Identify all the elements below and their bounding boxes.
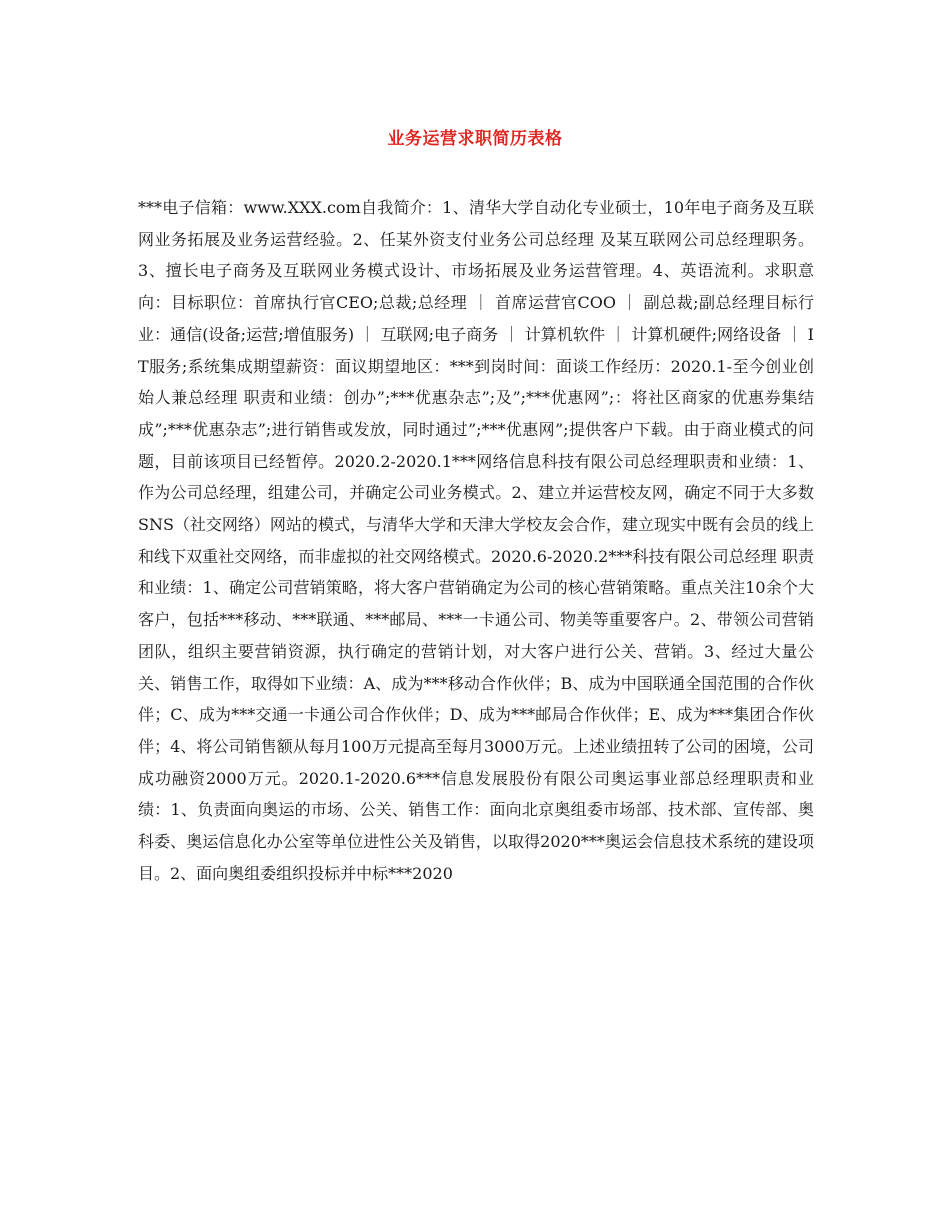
- resume-body-text: ***电子信箱：www.XXX.com自我简介：1、清华大学自动化专业硕士，10年电子商务及互联网业务拓展及业务运营经验。2、任某外资支付业务公司总经理 及某互联网公司总经理职务。3、擅长电子商务及互联网业务模式设计、市场拓展及业务运营管理。4、英语流利。求职意向：目标职位：首席执行官CEO;总裁;总经理 ｜ 首席运营官COO ｜ 副总裁;副总经理目标行业：通信(设备;运营;增值服务) ｜ 互联网;电子商务 ｜ 计算机软件 ｜ 计算机硬件;网络设备 ｜ IT服务;系统集成期望薪资：面议期望地区：***到岗时间：面谈工作经历：2020.1-至今创业创始人兼总经理 职责和业绩：创办”;***优惠杂志”;及”;***优惠网”;：将社区商家的优惠券集结成”;***优惠杂志”;进行销售或发放，同时通过”;***优惠网”;提供客户下载。由于商业模式的问题，目前该项目已经暂停。2020.2-2020.1***网络信息科技有限公司总经理职责和业绩：1、作为公司总经理，组建公司，并确定公司业务模式。2、建立并运营校友网，确定不同于大多数SNS（社交网络）网站的模式，与清华大学和天津大学校友会合作，建立现实中既有会员的线上和线下双重社交网络，而非虚拟的社交网络模式。2020.6-2020.2***科技有限公司总经理 职责和业绩：1、确定公司营销策略，将大客户营销确定为公司的核心营销策略。重点关注10余个大客户，包括***移动、***联通、***邮局、***一卡通公司、物美等重要客户。2、带领公司营销团队，组织主要营销资源，执行确定的营销计划，对大客户进行公关、营销。3、经过大量公关、销售工作，取得如下业绩：A、成为***移动合作伙伴；B、成为中国联通全国范围的合作伙伴；C、成为***交通一卡通公司合作伙伴；D、成为***邮局合作伙伴；E、成为***集团合作伙伴；4、将公司销售额从每月100万元提高至每月3000万元。上述业绩扭转了公司的困境，公司成功融资2000万元。2020.1-2020.6***信息发展股份有限公司奥运事业部总经理职责和业绩：1、负责面向奥运的市场、公关、销售工作：面向北京奥组委市场部、技术部、宣传部、奥科委、奥运信息化办公室等单位进性公关及销售，以取得2020***奥运会信息技术系统的建设项目。2、面向奥组委组织投标并中标***2020: [138, 198, 814, 883]
- document-title: 业务运营求职简历表格: [387, 129, 563, 149]
